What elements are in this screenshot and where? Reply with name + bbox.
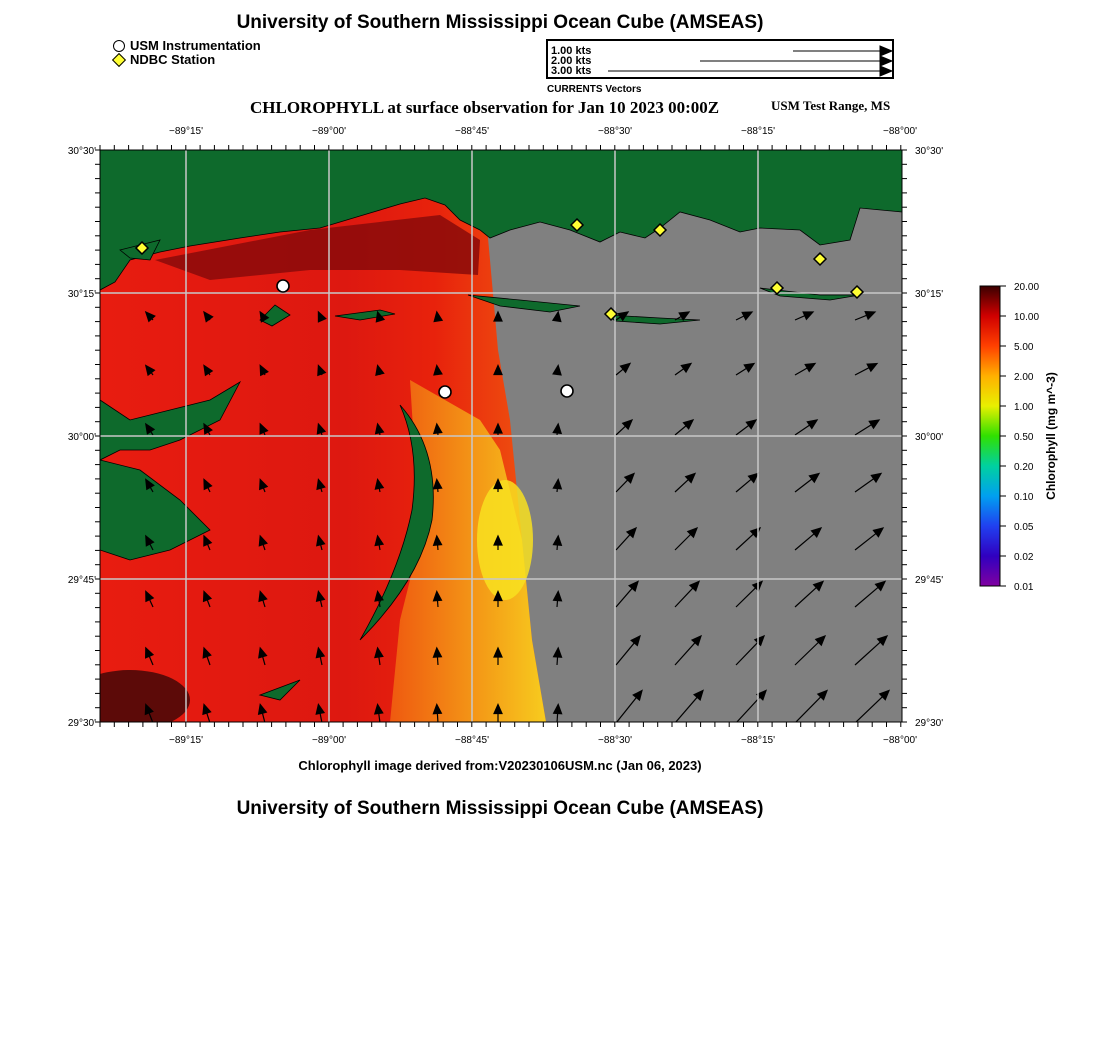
legend-usm-instrumentation — [113, 38, 261, 53]
colorbar-tick-label: 0.01 — [1014, 582, 1034, 593]
colorbar-tick-label: 10.00 — [1014, 312, 1040, 323]
lat-label: 30°15' — [67, 289, 96, 300]
current-vector-line — [557, 600, 558, 607]
current-vector-line — [437, 600, 438, 607]
lon-label: −89°00' — [312, 126, 346, 137]
colorbar-tick-label: 20.00 — [1014, 282, 1040, 293]
vector-legend-arrows — [548, 41, 892, 77]
colorbar-tick-label: 0.20 — [1014, 462, 1034, 473]
usm-station-marker[interactable] — [439, 386, 451, 398]
map-figure — [60, 120, 944, 750]
lat-label: 29°45' — [67, 575, 96, 586]
colorbar-gradient — [980, 286, 1000, 586]
map-subtitle: CHLOROPHYLL at surface observation for Jan 10 2023 00:00Z — [250, 98, 720, 117]
lon-labels-top — [169, 126, 917, 137]
lat-labels-left — [68, 146, 96, 729]
colorbar-tick-label: 1.00 — [1014, 402, 1034, 413]
lon-label: −88°45' — [455, 735, 489, 746]
legend-label-ndbc: NDBC Station — [130, 52, 216, 67]
lat-label: 30°30' — [915, 146, 944, 157]
lat-label: 30°00' — [915, 432, 944, 443]
lon-label: −88°30' — [598, 126, 632, 137]
lon-label: −89°15' — [169, 735, 203, 746]
vector-legend-2kt: 2.00 kts — [551, 55, 592, 67]
map-region-label: USM Test Range, MS — [771, 98, 891, 113]
vector-legend-box — [546, 39, 894, 79]
legend-label-usm: USM Instrumentation — [130, 38, 261, 53]
lon-label: −88°00' — [883, 735, 917, 746]
lon-label: −89°15' — [169, 126, 203, 137]
colorbar-label: Chlorophyll (mg m^-3) — [1044, 372, 1058, 500]
lat-labels-right — [915, 146, 943, 729]
vector-legend-caption: CURRENTS Vectors — [547, 84, 642, 95]
circle-icon — [113, 40, 125, 52]
lon-label: −89°00' — [312, 735, 346, 746]
lon-labels-bottom — [169, 735, 917, 746]
lon-label: −88°00' — [883, 126, 917, 137]
colorbar-tick-labels — [1014, 282, 1039, 593]
colorbar — [970, 280, 1090, 600]
colorbar-tick-label: 2.00 — [1014, 372, 1034, 383]
lon-label: −88°15' — [741, 126, 775, 137]
diamond-icon — [112, 52, 126, 66]
lat-label: 30°15' — [915, 289, 944, 300]
lat-label: 29°45' — [915, 575, 944, 586]
lat-label: 29°30' — [915, 718, 944, 729]
lon-label: −88°15' — [741, 735, 775, 746]
colorbar-ticks — [1000, 286, 1006, 586]
lat-label: 30°00' — [67, 432, 96, 443]
usm-station-marker[interactable] — [561, 385, 573, 397]
colorbar-tick-label: 5.00 — [1014, 342, 1034, 353]
page-title: University of Southern Mississippi Ocean Cube (AMSEAS) — [236, 12, 764, 33]
symbol-legend — [113, 38, 261, 67]
colorbar-tick-label: 0.10 — [1014, 492, 1034, 503]
legend-ndbc-station — [113, 52, 261, 67]
colorbar-tick-label: 0.02 — [1014, 552, 1034, 563]
chlorophyll-yellow-core — [477, 480, 533, 600]
vector-legend-1kt: 1.00 kts — [551, 45, 592, 57]
colorbar-tick-label: 0.50 — [1014, 432, 1034, 443]
lon-label: −88°45' — [455, 126, 489, 137]
usm-station-marker[interactable] — [277, 280, 289, 292]
current-vector-line — [437, 657, 438, 665]
lat-label: 29°30' — [67, 718, 96, 729]
current-vector-line — [557, 657, 558, 665]
lat-label: 30°30' — [67, 146, 96, 157]
vector-legend-3kt: 3.00 kts — [551, 65, 592, 77]
map-raster — [67, 150, 902, 730]
source-footnote: Chlorophyll image derived from:V20230106USM.nc (Jan 06, 2023) — [298, 758, 702, 773]
footer-title: University of Southern Mississippi Ocean Cube (AMSEAS) — [236, 798, 764, 819]
colorbar-tick-label: 0.05 — [1014, 522, 1034, 533]
lon-label: −88°30' — [598, 735, 632, 746]
